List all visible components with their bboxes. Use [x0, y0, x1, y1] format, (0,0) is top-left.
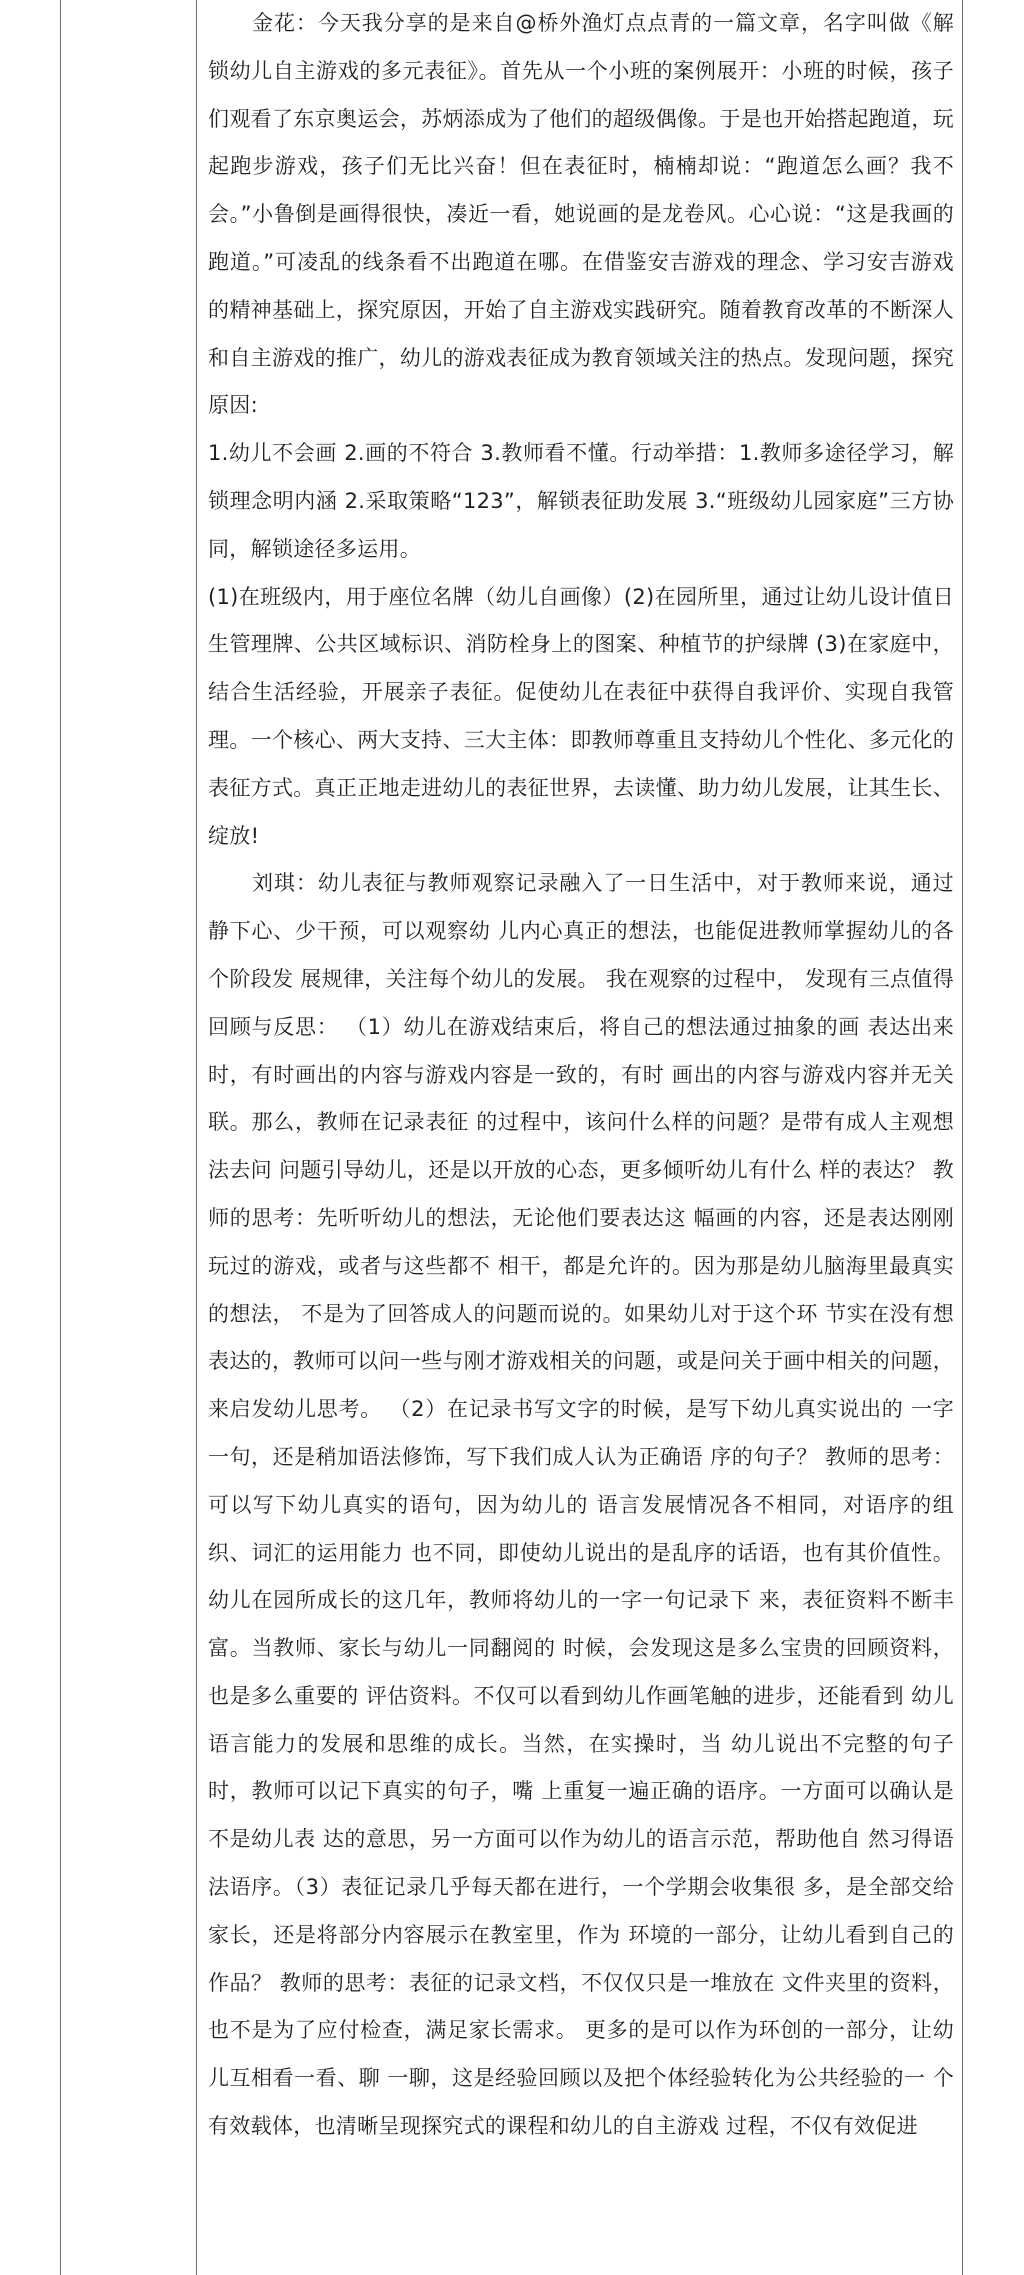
table-column-divider — [196, 0, 197, 2275]
table-border-left — [60, 0, 61, 2275]
discussion-cell — [208, 0, 954, 2151]
paragraph-measures: (1)在班级内，用于座位名牌（幼儿自画像）(2)在园所里，通过让幼儿设计值日生管理牌、公共区域标识、消防栓身上的图案、种植节的护绿牌 (3)在家庭中，结合生活经验，开展亲子表征。促使幼儿在表征中获得自我评价、实现自我管理。一个核心、两大支持、三大主体：即教师尊重且支持幼儿个性化、多元化的表征方式。真正正地走进幼儿的表征世界，去读懂、助力幼儿发展，让其生长、绽放! — [208, 584, 954, 848]
paragraph-jinhua: 金花：今天我分享的是来自@桥外渔灯点点青的一篇文章，名字叫做《解锁幼儿自主游戏的多元表征》。首先从一个小班的案例展开：小班的时候，孩子们观看了东京奥运会，苏炳添成为了他们的超级偶像。于是也开始搭起跑道，玩起跑步游戏，孩子们无比兴奋！但在表征时，楠楠却说：“跑道怎么画？我不会。”小鲁倒是画得很快，凑近一看，她说画的是龙卷风。心心说：“这是我画的跑道。”可凌乱的线条看不出跑道在哪。在借鉴安吉游戏的理念、学习安吉游戏的精神基础上，探究原因，开始了自主游戏实践研究。随着教育改革的不断深人和自主游戏的推广，幼儿的游戏表征成为教育领域关注的热点。发现问题，探究原因: — [208, 11, 954, 418]
table-border-right — [962, 0, 963, 2275]
paragraph-problems: 1.幼儿不会画 2.画的不符合 3.教师看不懂。行动举措：1.教师多途径学习，解锁理念明内涵 2.采取策略“123”，解锁表征助发展 3.“班级幼儿园家庭”三方协同，解锁途径多运用。 — [208, 441, 954, 561]
paragraph-liuqi: 刘琪：幼儿表征与教师观察记录融入了一日生活中，对于教师来说，通过静下心、少干预，可以观察幼 儿内心真正的想法，也能促进教师掌握幼儿的各个阶段发 展规律，关注每个幼儿的发展。 我在观察的过程中， 发现有三点值得回顾与反思： （1）幼儿在游戏结束后，将自己的想法通过抽象的画 表达出来时，有时画出的内容与游戏内容是一致的，有时 画出的内容与游戏内容并无关联。那么，教师在记录表征 的过程中，该问什么样的问题？是带有成人主观想法去问 问题引导幼儿，还是以开放的心态，更多倾听幼儿有什么 样的表达？ 教师的思考：先听听幼儿的想法，无论他们要表达这 幅画的内容，还是表达刚刚玩过的游戏，或者与这些都不 相干，都是允许的。因为那是幼儿脑海里最真实的想法， 不是为了回答成人的问题而说的。如果幼儿对于这个环 节实在没有想表达的，教师可以问一些与刚才游戏相关的问题，或是问关于画中相关的问题， 来启发幼儿思考。 （2）在记录书写文字的时候，是写下幼儿真实说出的 一字一句，还是稍加语法修饰，写下我们成人认为正确语 序的句子？ 教师的思考：可以写下幼儿真实的语句，因为幼儿的 语言发展情况各不相同，对语序的组织、词汇的运用能力 也不同，即使幼儿说出的是乱序的话语，也有其价值性。 幼儿在园所成长的这几年，教师将幼儿的一字一句记录下 来，表征资料不断丰富。当教师、家长与幼儿一同翻阅的 时候，会发现这是多么宝贵的回顾资料，也是多么重要的 评估资料。不仅可以看到幼儿作画笔触的进步，还能看到 幼儿语言能力的发展和思维的成长。当然，在实操时，当 幼儿说出不完整的句子时，教师可以记下真实的句子，嘴 上重复一遍正确的语序。一方面可以确认是不是幼儿表 达的意思，另一方面可以作为幼儿的语言示范，帮助他自 然习得语法语序。（3）表征记录几乎每天都在进行，一个学期会收集很 多，是全部交给家长，还是将部分内容展示在教室里，作为 环境的一部分，让幼儿看到自己的作品？ 教师的思考：表征的记录文档，不仅仅只是一堆放在 文件夹里的资料，也不是为了应付检查，满足家长需求。 更多的是可以作为环创的一部分，让幼儿互相看一看、聊 一聊，这是经验回顾以及把个体经验转化为公共经验的一 个有效载体，也清晰呈现探究式的课程和幼儿的自主游戏 过程，不仅有效促进 — [208, 871, 954, 2139]
